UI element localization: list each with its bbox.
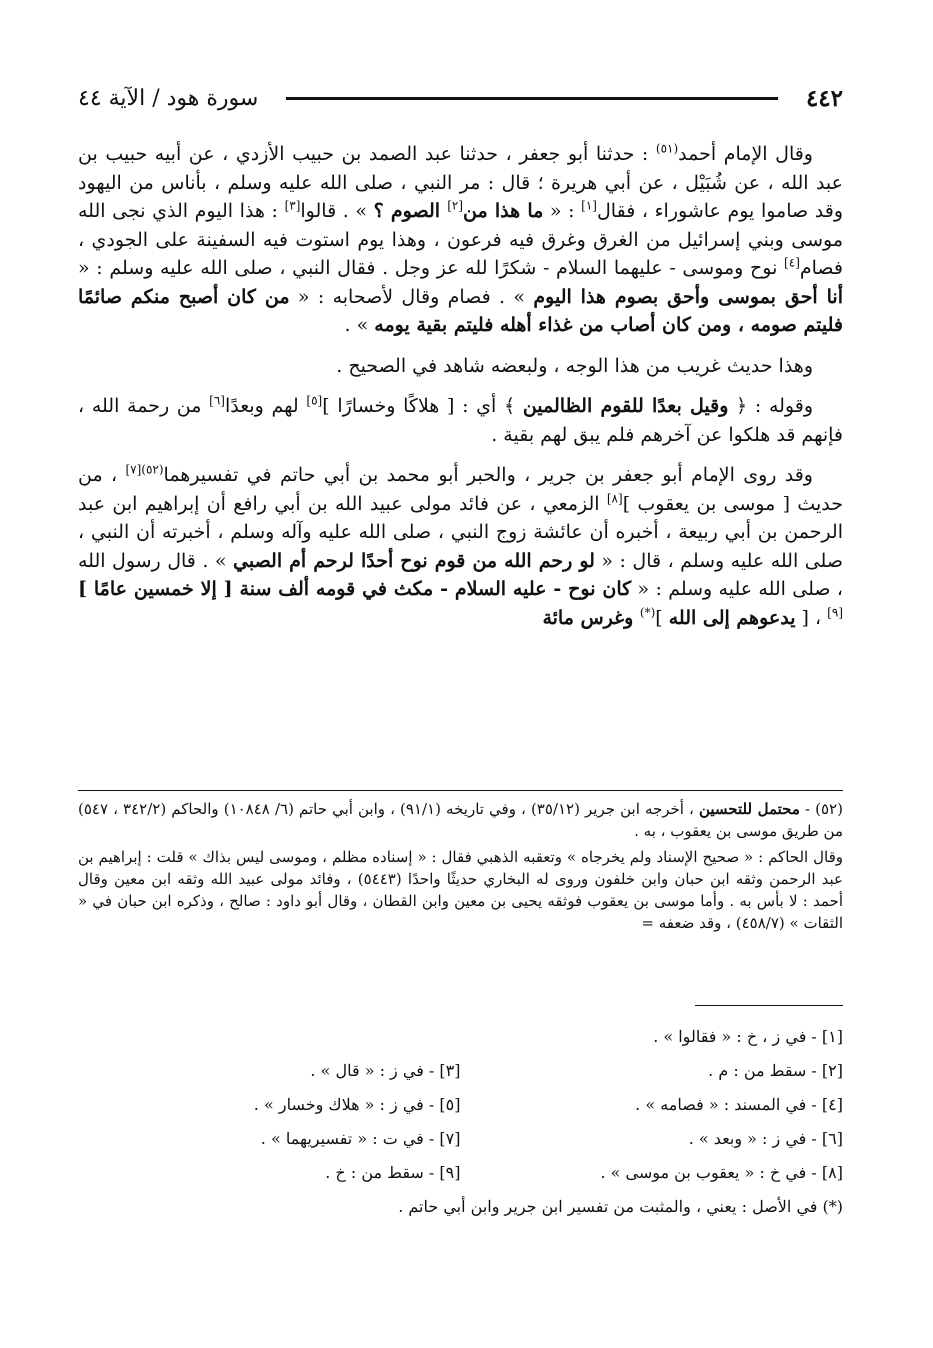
variant-ref: [٧] <box>125 462 142 477</box>
footnote-52 <box>78 798 843 842</box>
text-span: » . قال رسول الله ، صلى الله عليه وسلم : « <box>78 549 843 600</box>
variant-3: [٣] - في ز : « قال » . <box>310 1061 461 1080</box>
text-span: ﴾ أي : [ هلاكًا وخسارًا ] <box>322 395 523 417</box>
paragraph-ahmad-hadith <box>78 140 843 340</box>
variants-divider <box>695 1005 843 1006</box>
main-text <box>78 140 843 644</box>
text-span: لهم وبعدًا <box>224 395 307 417</box>
hadith-quote: كان نوح - عليه السلام - مكث في قومه ألف سنة [ إلا خمسين عامًا ] <box>78 578 632 600</box>
text-span: نوح وموسى - عليهما السلام - شكرًا لله عز وجل . فقال النبي ، صلى الله عليه وسلم : « <box>78 257 785 279</box>
text-span: ، [ <box>795 606 828 629</box>
variant-ref: [١] <box>581 198 597 213</box>
footnote-ref: (٥٢) <box>141 462 164 477</box>
footnote-hakim: وقال الحاكم : « صحيح الإسناد ولم يخرجاه » وتعقبه الذهبي فقال : « إسناده مظلم ، وموسى ليس بذاك » قلت : إبراهيم بن عبد الرحمن وثقه ابن حبان وابن خلفون وروى له البخاري حديثًا واحدًا (٥٤٤٣) ، وفائد مولى عبيد الله وثقه ابن معين وقال أحمد : لا بأس به . وأما موسى بن يعقوب فوثقه يحيى بن معين وابن القطان ، وقال أبو داود : صالح ، وذكره ابن حبان في « الثقات » (٤٥٨/٧) ، وقد ضعفه = <box>78 848 843 932</box>
footnote-grading: محتمل للتحسين <box>698 800 800 818</box>
variant-ref: [٢] <box>447 198 464 213</box>
text-span: الزمعي ، عن فائد مولى عبيد الله بن أبي رافع أن إبراهيم ابن عبد الرحمن بن أبي ربيعة ، أخبره أن عائشة زوج النبي ، صلى الله عليه وآله وسلم ، أخبرته أن النبي ، صلى الله عليه وسلم ، قال : « <box>78 492 843 572</box>
footnotes-divider <box>78 790 843 791</box>
variant-ref: [٤] <box>784 255 800 270</box>
hadith-quote: لو رحم الله من قوم نوح أحدًا لرحم أم الصبي <box>233 549 595 572</box>
variant-5: [٥] - في ز : « هلاك وخسار » . <box>253 1095 461 1114</box>
page-number: ٤٤٢ <box>805 84 843 112</box>
text-span: » . فصام وقال لأصحابه : « <box>289 285 534 308</box>
text-span: وقال الإمام أحمد <box>678 143 813 165</box>
text-span: : حدثنا أبو جعفر ، حدثنا عبد الصمد بن حبيب الأزدي ، عن أبيه حبيب بن عبد الله ، عن شُبَيْل ، عن أبي هريرة ؛ قال : مر النبي ، صلى الله عليه وسلم ، بأناس من اليهود وقد صاموا يوم عاشوراء ، فقال <box>78 143 843 222</box>
footnote-text: ، أخرجه ابن جرير (٣٥/١٢) ، وفي تاريخه (٩١/١) ، وابن أبي حاتم (٦/ ١٠٨٤٨) والحاكم (٣٤٢/٢ ، ٥٤٧) من طريق موسى بن يعقوب ، به . <box>78 800 843 840</box>
text-span: : هذا اليوم الذي نجى الله موسى وبني إسرائيل من الغرق وغرق فيه فرعون ، وهذا يوم استوت فيه السفينة على الجودي ، فصام <box>78 200 843 279</box>
variant-9: [٩] - سقط من : خ . <box>325 1163 461 1182</box>
paragraph-verse-explanation <box>78 392 843 449</box>
variant-6: [٦] - في ز : « وبعد » . <box>688 1129 843 1148</box>
running-title: سورة هود / الآية ٤٤ <box>78 85 259 111</box>
variant-row <box>78 1156 843 1190</box>
footnote-number: (٥٢) - <box>799 800 843 818</box>
textual-variants <box>78 1020 843 1224</box>
variant-ref: [٦] <box>209 393 225 408</box>
paragraph-hadith-grading: وهذا حديث غريب من هذا الوجه ، ولبعضه شاهد في الصحيح . <box>336 354 813 377</box>
variant-row <box>78 1122 843 1156</box>
variant-ref: [٩] <box>827 605 843 620</box>
page-header <box>78 78 843 118</box>
text-span: وقد روى الإمام أبو جعفر بن جرير ، والحبر أبو محمد بن أبي حاتم في تفسيرهما <box>163 464 813 486</box>
variant-7: [٧] - في ت : « تفسيريهما » . <box>260 1129 461 1148</box>
paragraph-ibn-jarir-narration <box>78 461 843 632</box>
text-span: ] <box>655 606 669 629</box>
hadith-quote: من كان أصبح منكم صائمًا فليتم صومه ، ومن كان أصاب من غذاء أهله فليتم بقية يومه <box>78 285 843 336</box>
variant-1: [١] - في ز ، خ : « فقالوا » . <box>653 1027 843 1046</box>
variant-ref: [٨] <box>606 491 623 506</box>
variant-row <box>78 1054 843 1088</box>
text-span: » . <box>344 314 375 336</box>
hadith-quote: وغرس مائة <box>542 606 640 629</box>
hadith-quote: أنا أحق بموسى وأحق بصوم هذا اليوم <box>533 285 843 308</box>
hadith-quote: ما هذا من <box>463 200 544 222</box>
variant-ref: [٥] <box>306 393 323 408</box>
text-span: » . قالوا <box>300 200 374 222</box>
variant-4: [٤] - في المسند : « فصامه » . <box>635 1095 843 1114</box>
text-span: ، من حديث [ موسى بن يعقوب ] <box>78 464 843 515</box>
hadith-quote: يدعوهم إلى الله <box>668 606 796 629</box>
variant-2: [٢] - سقط من : م . <box>708 1061 843 1080</box>
variant-star: (*) في الأصل : يعني ، والمثبت من تفسير ابن جرير وابن أبي حاتم . <box>398 1197 843 1216</box>
variant-row <box>78 1088 843 1122</box>
variant-ref: [٣] <box>284 198 301 213</box>
verse-quote: وقيل بعدًا للقوم الظالمين <box>522 395 729 417</box>
hadith-quote: الصوم ؟ <box>373 200 448 222</box>
variant-ref: (*) <box>639 605 656 620</box>
text-span: : « <box>543 200 582 222</box>
text-span: من رحمة الله ، فإنهم قد هلكوا عن آخرهم فلم يبق لهم بقية . <box>78 395 843 446</box>
footnote-ref: (٥١) <box>655 141 679 156</box>
header-rule <box>286 97 778 100</box>
text-span: وقوله : ﴿ <box>728 395 814 417</box>
variant-row <box>78 1020 843 1054</box>
footnotes <box>78 798 843 938</box>
variant-8: [٨] - في خ : « يعقوب بن موسى » . <box>600 1163 843 1182</box>
variant-row <box>78 1190 843 1224</box>
